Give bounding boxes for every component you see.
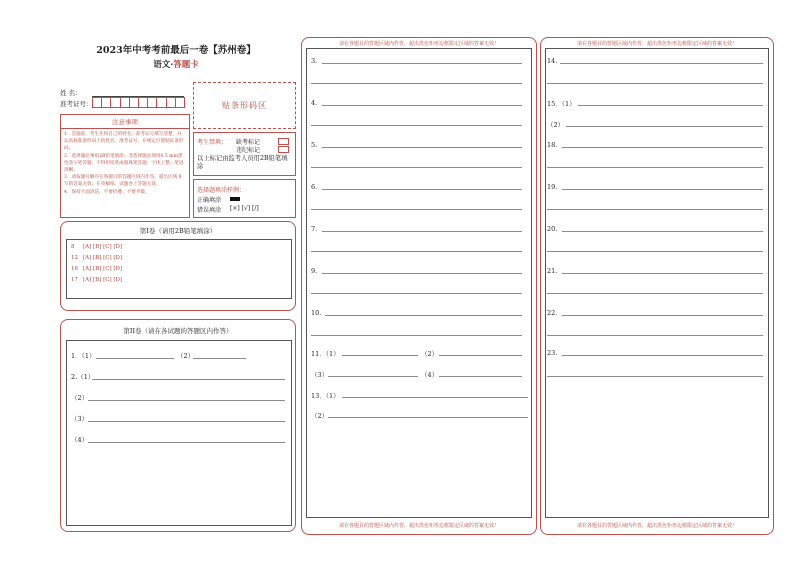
answer-line[interactable] xyxy=(547,376,763,377)
answer-line[interactable] xyxy=(560,63,763,64)
answer-line[interactable] xyxy=(547,293,763,294)
correct-fill-label: 正确填涂 xyxy=(197,197,222,204)
answer-line[interactable] xyxy=(311,167,522,168)
warning-text-top: 请在各题目的答题区域内作答，超出黑色矩形边框限定区域的答案无效！ xyxy=(576,41,737,47)
answer-line[interactable] xyxy=(311,293,522,294)
question-2-2-label: （2） xyxy=(71,394,89,402)
question-15-2-label: （2） xyxy=(547,121,565,129)
name-label: 姓 名： xyxy=(60,89,82,97)
warning-text-top: 请在各题目的答题区域内作答，超出黑色矩形边框限定区域的答案无效！ xyxy=(338,41,499,47)
warning-text-bottom: 请在各题目的答题区域内作答，超出黑色矩形边框限定区域的答案无效！ xyxy=(576,523,737,529)
answer-line[interactable] xyxy=(325,315,522,316)
answer-line[interactable] xyxy=(578,105,763,106)
question-23-label: 23. xyxy=(547,349,558,357)
answer-line[interactable] xyxy=(88,400,285,401)
answer-line[interactable] xyxy=(439,355,522,356)
question-21-label: 21. xyxy=(547,267,558,275)
fill-sample-box xyxy=(193,179,296,218)
answer-line[interactable] xyxy=(322,231,522,232)
violation-mark-checkbox[interactable] xyxy=(278,146,289,153)
question-10-label: 10. xyxy=(311,309,322,317)
violation-mark-label: 违纪标记 xyxy=(236,147,261,154)
correct-fill-mark xyxy=(230,197,240,201)
notices-title: 注意事项 xyxy=(112,118,138,126)
answer-line[interactable] xyxy=(311,83,522,84)
answer-sheet-title: 2023年中考考前最后一卷【苏州卷】 xyxy=(96,45,256,56)
choice-row[interactable]: 8 [A] [B] [C] [D] xyxy=(71,244,123,250)
answer-line[interactable] xyxy=(562,355,763,356)
middle-answer-area xyxy=(306,48,532,518)
question-11-3-label: （3） xyxy=(311,371,329,379)
question-2-1-label: 2.（1） xyxy=(71,373,95,381)
answer-line[interactable] xyxy=(547,209,763,210)
fill-sample-title: 选择题填涂样例： xyxy=(197,187,246,194)
answer-line[interactable] xyxy=(311,335,522,336)
answer-line[interactable] xyxy=(322,147,522,148)
notice-item: 3．请按题号顺序在各题目的答题区域内作答，超出区域书写的答案无效；在草稿纸、试题卷上答题无效。 xyxy=(64,175,182,188)
question-2-3-label: （3） xyxy=(71,415,89,423)
subtitle-card: 答题卡 xyxy=(173,60,199,70)
question-5-label: 5. xyxy=(311,141,318,149)
wrong-fill-marks: [×] [√] [/] xyxy=(230,205,259,212)
answer-line[interactable] xyxy=(322,63,522,64)
answer-line[interactable] xyxy=(311,125,522,126)
answer-line[interactable] xyxy=(562,231,763,232)
choice-row[interactable]: 17 [A] [B] [C] [D] xyxy=(71,277,123,283)
question-3-label: 3. xyxy=(311,57,318,65)
answer-line[interactable] xyxy=(328,376,418,377)
answer-line[interactable] xyxy=(322,189,522,190)
missing-mark-label: 缺考标记 xyxy=(236,139,261,146)
question-2-4-label: （4） xyxy=(71,436,89,444)
exam-number-label: 准考证号： xyxy=(60,100,93,108)
part2-title: 第II卷（请在各试题的答题区内作答） xyxy=(123,327,233,335)
notice-item: 4．保持卡面清洁，不要折叠、不要弄破。 xyxy=(64,189,150,195)
notices-box xyxy=(60,114,190,218)
part1-box xyxy=(60,221,296,311)
barcode-area xyxy=(193,82,296,129)
question-20-label: 20. xyxy=(547,225,558,233)
missing-mark-checkbox[interactable] xyxy=(278,138,289,145)
answer-line[interactable] xyxy=(562,273,763,274)
question-11-2-label: （2） xyxy=(421,350,439,358)
answer-line[interactable] xyxy=(562,315,763,316)
question-6-label: 6. xyxy=(311,183,318,191)
answer-line[interactable] xyxy=(311,251,522,252)
answer-line[interactable] xyxy=(193,358,246,359)
answer-line[interactable] xyxy=(322,105,522,106)
choice-row[interactable]: 12 [A] [B] [C] [D] xyxy=(71,255,123,261)
question-11-4-label: （4） xyxy=(421,371,439,379)
answer-line[interactable] xyxy=(547,335,763,336)
question-11-1-label: 11．（1） xyxy=(311,350,340,358)
choice-row[interactable]: 16 [A] [B] [C] [D] xyxy=(71,266,123,272)
answer-line[interactable] xyxy=(328,417,528,418)
answer-line[interactable] xyxy=(547,251,763,252)
warning-text-bottom: 请在各题目的答题区域内作答，超出黑色矩形边框限定区域的答案无效！ xyxy=(338,523,499,529)
answer-line[interactable] xyxy=(88,421,285,422)
answer-line[interactable] xyxy=(439,376,522,377)
right-answer-area xyxy=(545,48,769,518)
part1-choice-area xyxy=(66,239,292,299)
notice-item: 1．答题前，考生先将自己的姓名，准考证号填写清楚，并认真核准条形码上的姓名、准考证号，在规定位置贴好条形码。 xyxy=(64,132,184,152)
answer-line[interactable] xyxy=(547,167,763,168)
question-9-label: 9. xyxy=(311,267,318,275)
part1-title: 第I卷（请用2B铅笔填涂） xyxy=(139,227,217,235)
question-14-label: 14. xyxy=(547,57,558,65)
notice-item: 2．选择题必须用2B铅笔填涂；非选择题必须用0.5 mm黑色签字笔答题，不得用铅笔或圆珠笔答题；字体工整、笔迹清晰。 xyxy=(64,153,184,174)
answer-line[interactable] xyxy=(562,189,763,190)
question-19-label: 19. xyxy=(547,183,558,191)
answer-line[interactable] xyxy=(566,126,763,127)
question-22-label: 22. xyxy=(547,309,558,317)
answer-line[interactable] xyxy=(342,355,418,356)
question-7-label: 7. xyxy=(311,225,318,233)
answer-sheet-subtitle xyxy=(60,58,292,70)
question-4-label: 4. xyxy=(311,99,318,107)
answer-line[interactable] xyxy=(342,397,528,398)
question-1-1-label: 1．（1） xyxy=(71,352,96,360)
answer-line[interactable] xyxy=(562,147,763,148)
answer-line[interactable] xyxy=(88,442,285,443)
subtitle-subject: 语文· xyxy=(153,60,174,70)
question-13-2-label: （2） xyxy=(311,412,329,420)
answer-line[interactable] xyxy=(311,209,522,210)
answer-line[interactable] xyxy=(92,379,285,380)
part2-answer-area xyxy=(66,340,292,526)
answer-line[interactable] xyxy=(547,83,763,84)
answer-line[interactable] xyxy=(322,273,522,274)
exam-mark-label: 考生禁填： xyxy=(197,139,228,146)
question-13-1-label: 13．（1） xyxy=(311,392,340,400)
question-15-1-label: 15．（1） xyxy=(547,100,576,108)
wrong-fill-label: 错误填涂 xyxy=(197,207,222,214)
question-18-label: 18. xyxy=(547,141,558,149)
exam-mark-box xyxy=(193,132,296,176)
answer-line[interactable] xyxy=(96,358,174,359)
exam-number-grid[interactable] xyxy=(92,97,185,108)
question-1-2-label: （2） xyxy=(177,352,195,360)
exam-mark-note: 以上标记由监考人员用2B铅笔填涂 xyxy=(197,155,288,170)
barcode-label: 贴条形码区 xyxy=(222,101,267,110)
